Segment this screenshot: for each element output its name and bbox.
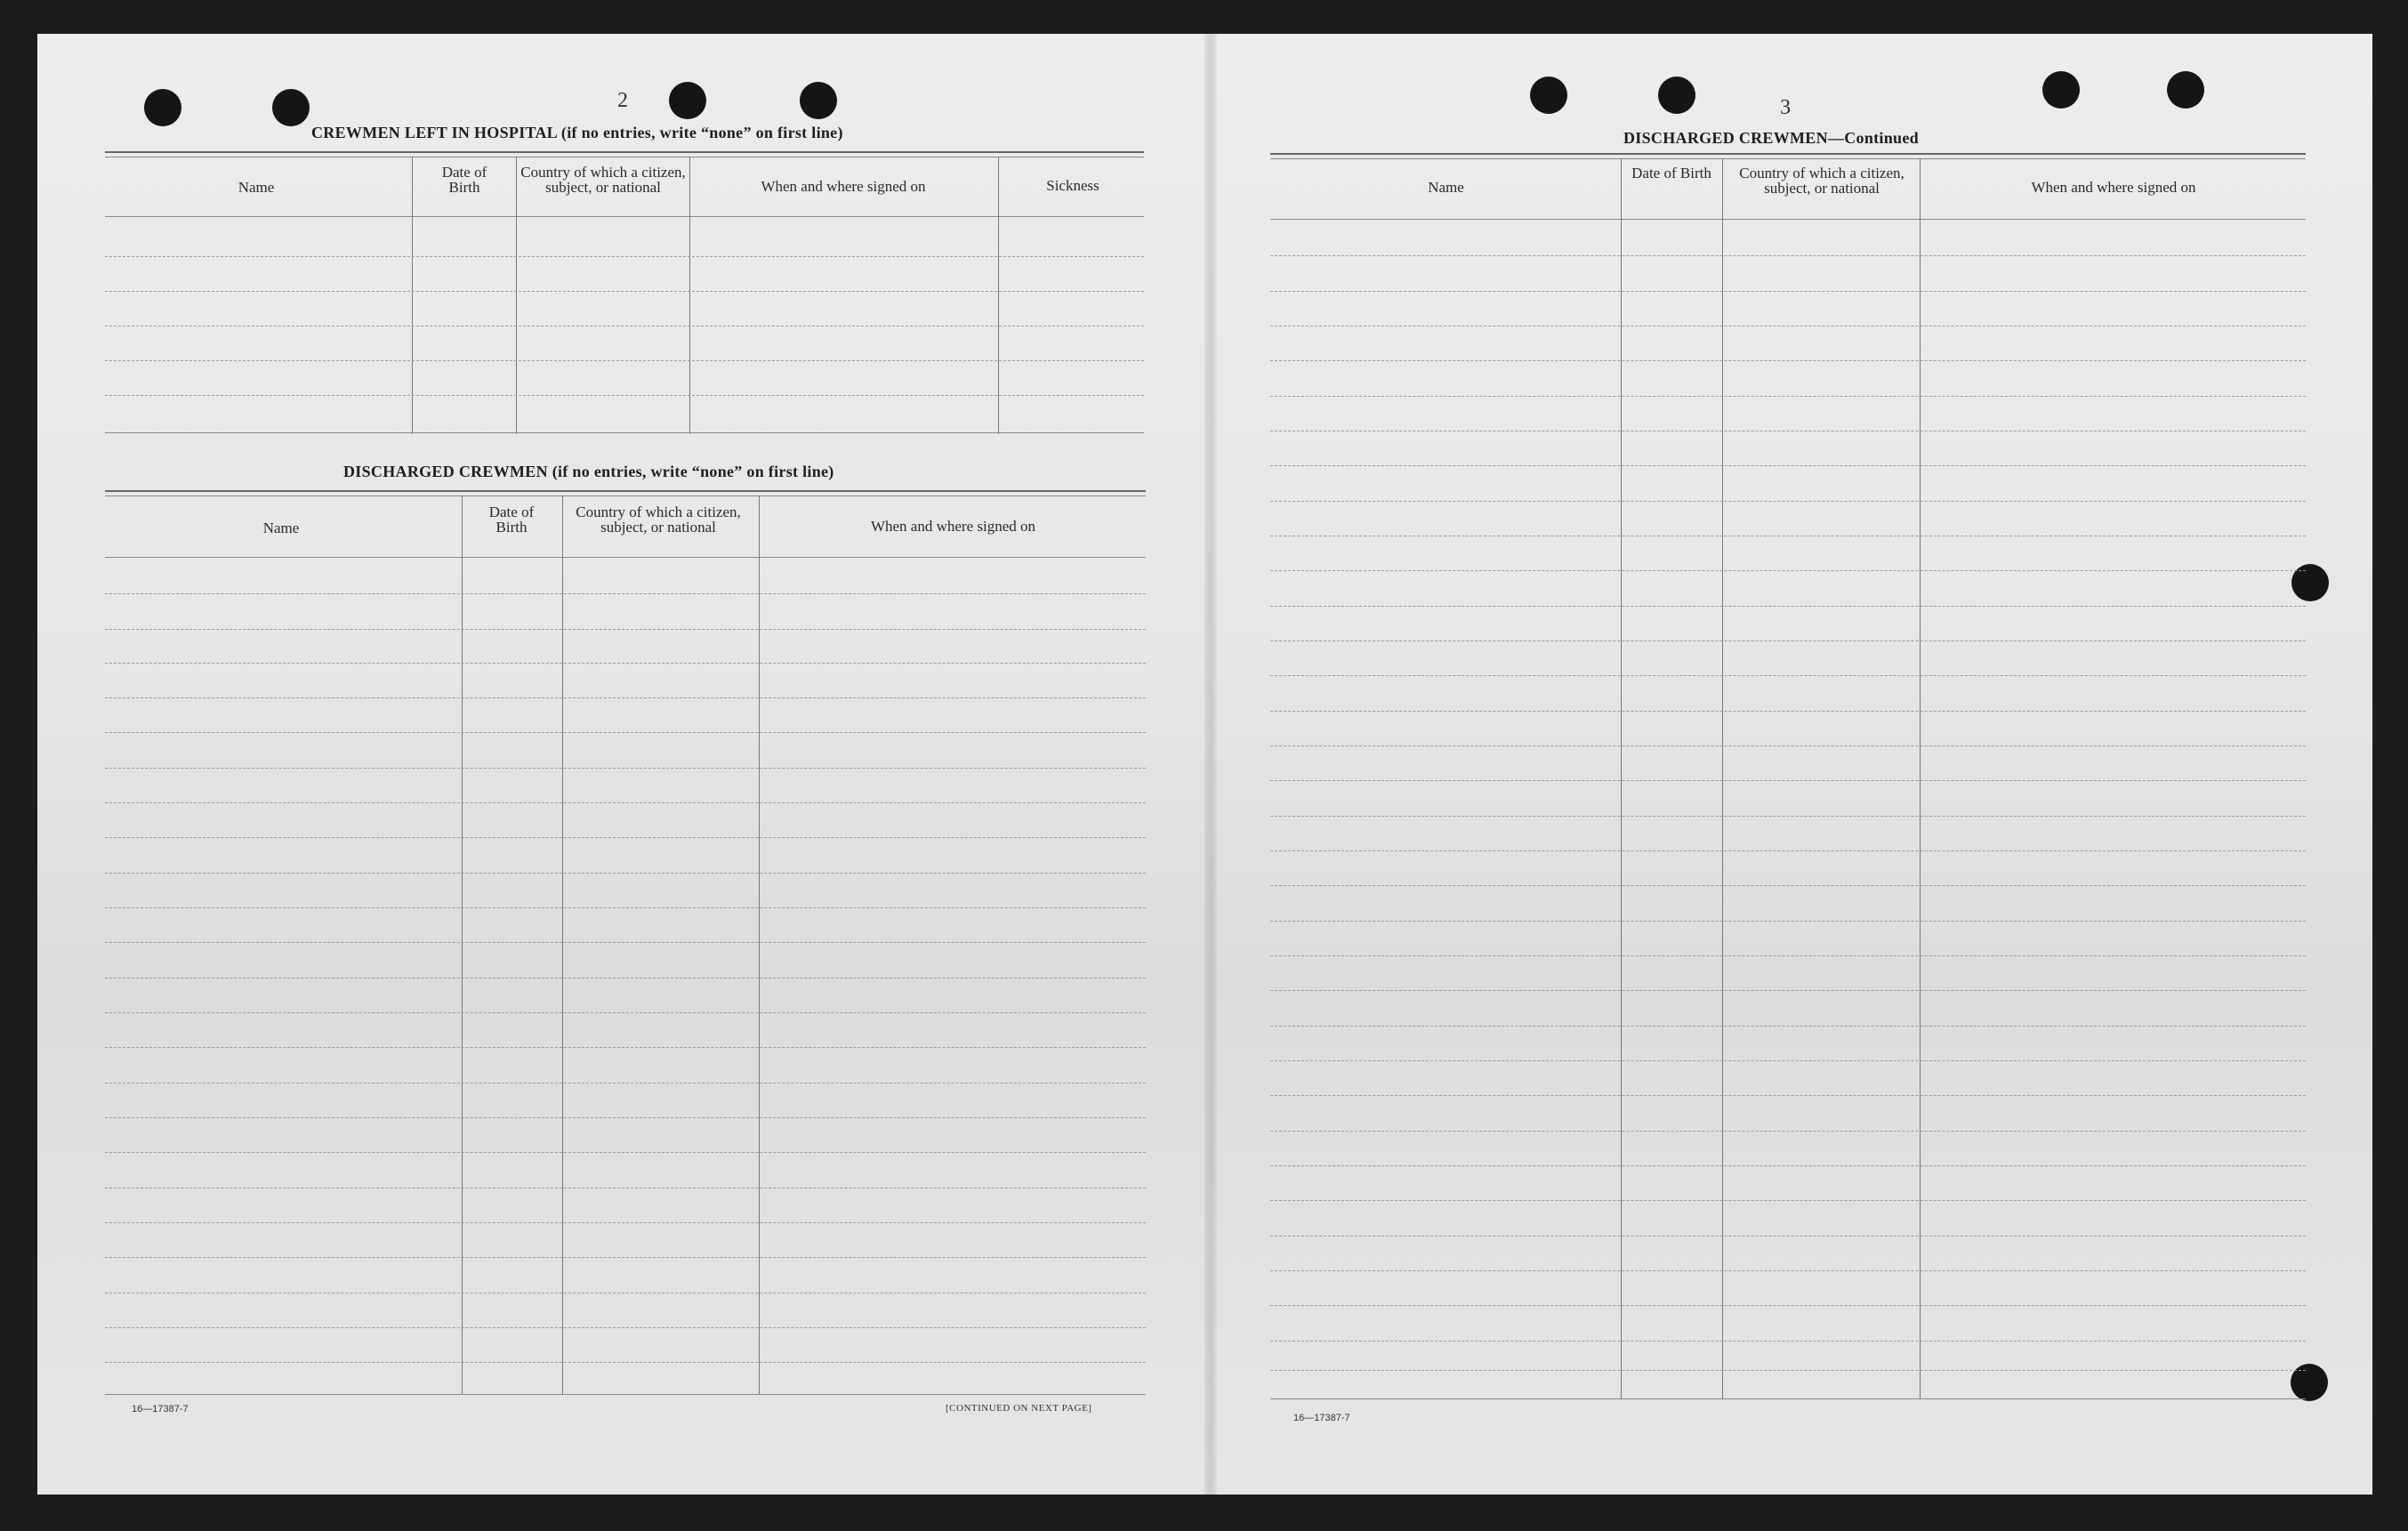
right-col-name: Name (1428, 179, 1464, 196)
right-row-line (1270, 850, 2306, 851)
hospital-col-divider (412, 157, 413, 434)
discharged-row-line (105, 1188, 1146, 1189)
right-row-line (1270, 885, 2306, 886)
discharged-row-line (105, 837, 1146, 838)
hospital-row-line (105, 360, 1144, 361)
right-row-line (1270, 1305, 2306, 1306)
discharged-continued-section-title (1623, 129, 1919, 148)
discharged-row-line (105, 663, 1146, 664)
right-row-line (1270, 1341, 2306, 1342)
right-col-divider (1920, 158, 1921, 1398)
discharged-col-signed-on: When and where signed on (870, 518, 1036, 535)
discharged-row-line (105, 978, 1146, 979)
hospital-bottom-rule (105, 432, 1144, 433)
hospital-col-dob: Date of Birth (441, 164, 487, 196)
right-row-line (1270, 1236, 2306, 1237)
discharged-title: DISCHARGED CREWMEN (343, 463, 548, 480)
hospital-title: CREWMEN LEFT IN HOSPITAL (311, 124, 558, 141)
discharged-row-line (105, 593, 1146, 594)
right-row-line (1270, 745, 2306, 746)
punch-hole (272, 89, 310, 126)
right-row-line (1270, 396, 2306, 397)
discharged-col-divider (462, 496, 463, 1394)
hospital-col-signed-on: When and where signed on (761, 178, 926, 195)
discharged-row-line (105, 1222, 1146, 1223)
discharged-row-line (105, 907, 1146, 908)
right-row-line (1270, 1270, 2306, 1271)
right-col-divider (1722, 158, 1723, 1398)
right-row-line (1270, 1165, 2306, 1166)
discharged-top-rule (105, 490, 1146, 492)
right-top-rule-2 (1270, 158, 2306, 159)
right-row-line (1270, 606, 2306, 607)
punch-hole (800, 82, 837, 119)
right-row-line (1270, 1095, 2306, 1096)
discharged-row-line (105, 1362, 1146, 1363)
discharged-row-line (105, 942, 1146, 943)
right-row-line (1270, 780, 2306, 781)
hospital-section-title (311, 124, 843, 142)
discharged-row-line (105, 629, 1146, 630)
discharged-row-line (105, 1083, 1146, 1084)
right-header-rule (1270, 219, 2306, 220)
discharged-header-rule (105, 557, 1146, 558)
punch-hole (2042, 71, 2080, 109)
discharged-col-divider (759, 496, 760, 1394)
right-row-line (1270, 465, 2306, 466)
right-bottom-rule (1270, 1398, 2306, 1399)
discharged-row-line (105, 1012, 1146, 1013)
hospital-col-country: Country of which a citizen, subject, or national (520, 164, 686, 196)
right-row-line (1270, 955, 2306, 956)
discharged-row-line (105, 802, 1146, 803)
discharged-bottom-rule (105, 1394, 1146, 1395)
right-row-line (1270, 1060, 2306, 1061)
discharged-row-line (105, 1117, 1146, 1118)
hospital-row-line (105, 395, 1144, 396)
discharged-subtitle: (if no entries, write “none” on first line) (552, 463, 834, 480)
hospital-col-divider (689, 157, 690, 434)
right-col-divider (1621, 158, 1622, 1398)
discharged-row-line (105, 697, 1146, 698)
discharged-row-line (105, 873, 1146, 874)
discharged-row-line (105, 1327, 1146, 1328)
hospital-header-rule (105, 216, 1144, 217)
right-row-line (1270, 1131, 2306, 1132)
right-row-line (1270, 711, 2306, 712)
right-row-line (1270, 501, 2306, 502)
discharged-row-line (105, 732, 1146, 733)
hospital-row-line (105, 256, 1144, 257)
right-row-line (1270, 1370, 2306, 1371)
right-row-line (1270, 921, 2306, 922)
punch-hole (669, 82, 706, 119)
page-number: 3 (1780, 96, 1791, 119)
right-top-rule (1270, 153, 2306, 155)
right-row-line (1270, 990, 2306, 991)
discharged-continued-suffix: —Continued (1827, 129, 1919, 147)
page-fold (1204, 34, 1217, 1495)
right-row-line (1270, 675, 2306, 676)
hospital-col-divider (998, 157, 999, 434)
punch-hole (2167, 71, 2204, 109)
discharged-col-dob: Date of Birth (488, 504, 535, 536)
hospital-col-name: Name (238, 179, 275, 196)
discharged-col-divider (562, 496, 563, 1394)
discharged-section-title (343, 463, 834, 481)
punch-hole (144, 89, 181, 126)
discharged-row-line (105, 1257, 1146, 1258)
discharged-row-line (105, 768, 1146, 769)
discharged-row-line (105, 1047, 1146, 1048)
right-row-line (1270, 1200, 2306, 1201)
discharged-col-name: Name (262, 520, 300, 536)
right-row-line (1270, 570, 2306, 571)
hospital-col-sickness: Sickness (1046, 177, 1099, 194)
form-number: 16—17387-7 (1293, 1413, 1350, 1423)
right-col-signed-on: When and where signed on (2031, 179, 2196, 196)
punch-hole (1658, 77, 1695, 114)
right-col-country: Country of which a citizen, subject, or national (1739, 165, 1905, 197)
hospital-top-rule (105, 151, 1144, 153)
hospital-col-divider (516, 157, 517, 434)
page-number: 2 (617, 89, 628, 112)
hospital-subtitle: (if no entries, write “none” on first line) (560, 124, 843, 141)
right-row-line (1270, 1026, 2306, 1027)
punch-hole (1530, 77, 1567, 114)
form-number: 16—17387-7 (132, 1404, 189, 1414)
discharged-col-country: Country of which a citizen, subject, or national (576, 504, 741, 536)
discharged-continued-title: DISCHARGED CREWMEN (1623, 129, 1828, 147)
continued-note: [CONTINUED ON NEXT PAGE] (946, 1403, 1092, 1414)
right-row-line (1270, 255, 2306, 256)
right-row-line (1270, 291, 2306, 292)
right-row-line (1270, 360, 2306, 361)
hospital-row-line (105, 291, 1144, 292)
right-col-dob: Date of Birth (1631, 165, 1711, 181)
discharged-row-line (105, 1152, 1146, 1153)
right-row-line (1270, 816, 2306, 817)
